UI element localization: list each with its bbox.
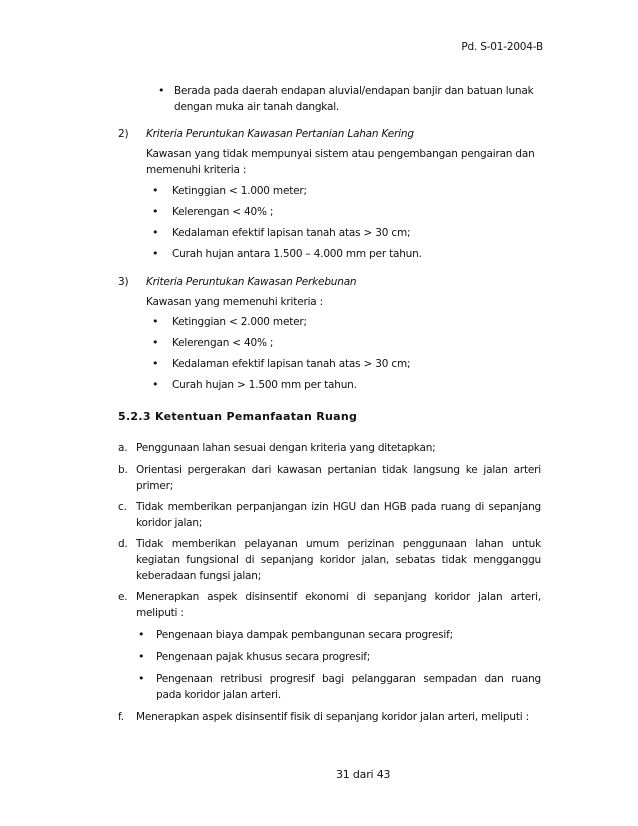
bullet-text: Berada pada daerah endapan aluvial/endapan banjir dan batuan lunak: [174, 85, 534, 97]
bullet-text-continued: dengan muka air tanah dangkal.: [174, 101, 340, 113]
list-item: Pengenaan pajak khusus secara progresif;: [156, 651, 371, 663]
bullet-icon: •: [152, 205, 159, 218]
list-label: e.: [118, 591, 128, 603]
bullet-icon: •: [152, 336, 159, 349]
list-item: Kedalaman efektif lapisan tanah atas > 30 cm;: [172, 358, 411, 370]
list-item: Kedalaman efektif lapisan tanah atas > 30 cm;: [172, 227, 411, 239]
bullet-icon: •: [138, 650, 145, 663]
list-item: Pengenaan biaya dampak pembangunan secara progresif;: [156, 629, 453, 641]
item-intro-continued: memenuhi kriteria :: [146, 164, 247, 176]
list-text: Tidak memberikan perpanjangan izin HGU dan HGB pada ruang di sepanjang: [136, 501, 541, 513]
item-title: Kriteria Peruntukan Kawasan Perkebunan: [146, 276, 357, 288]
list-text: Orientasi pergerakan dari kawasan pertanian tidak langsung ke jalan arteri: [136, 464, 541, 476]
bullet-icon: •: [152, 357, 159, 370]
list-text: Penggunaan lahan sesuai dengan kriteria yang ditetapkan;: [136, 442, 436, 454]
list-item: Curah hujan > 1.500 mm per tahun.: [172, 379, 357, 391]
list-text-continued: kegiatan fungsional di sepanjang koridor jalan, sebatas tidak mengganggu: [136, 554, 541, 566]
bullet-icon: •: [152, 184, 159, 197]
list-label: c.: [118, 501, 127, 513]
bullet-icon: •: [138, 672, 145, 685]
bullet-icon: •: [152, 378, 159, 391]
bullet-icon: •: [152, 226, 159, 239]
bullet-icon: •: [158, 84, 165, 97]
page-number: 31 dari 43: [336, 768, 391, 781]
section-heading: 5.2.3 Ketentuan Pemanfaatan Ruang: [118, 410, 358, 423]
list-item: Pengenaan retribusi progresif bagi pelanggaran sempadan dan ruang: [156, 673, 541, 685]
item-intro: Kawasan yang tidak mempunyai sistem atau pengembangan pengairan dan: [146, 148, 535, 160]
list-item: Ketinggian < 2.000 meter;: [172, 316, 307, 328]
list-text-continued: keberadaan fungsi jalan;: [136, 570, 262, 582]
list-item-continued: pada koridor jalan arteri.: [156, 689, 282, 701]
list-text: Tidak memberikan pelayanan umum perizinan penggunaan lahan untuk: [136, 538, 541, 550]
list-text-continued: primer;: [136, 480, 174, 492]
list-label: a.: [118, 442, 128, 454]
list-label: d.: [118, 538, 128, 550]
list-label: b.: [118, 464, 128, 476]
bullet-icon: •: [152, 247, 159, 260]
list-text: Menerapkan aspek disinsentif fisik di sepanjang koridor jalan arteri, meliputi :: [136, 711, 529, 723]
item-title: Kriteria Peruntukan Kawasan Pertanian Lahan Kering: [146, 128, 414, 140]
item-intro: Kawasan yang memenuhi kriteria :: [146, 296, 323, 308]
document-code: Pd. S-01-2004-B: [461, 41, 543, 53]
list-label: f.: [118, 711, 124, 723]
list-text: Menerapkan aspek disinsentif ekonomi di sepanjang koridor jalan arteri,: [136, 591, 541, 603]
list-text-continued: koridor jalan;: [136, 517, 203, 529]
item-number: 2): [118, 128, 129, 140]
list-text-continued: meliputi :: [136, 607, 184, 619]
list-item: Kelerengan < 40% ;: [172, 337, 274, 349]
list-item: Kelerengan < 40% ;: [172, 206, 274, 218]
list-item: Ketinggian < 1.000 meter;: [172, 185, 307, 197]
bullet-icon: •: [152, 315, 159, 328]
item-number: 3): [118, 276, 129, 288]
bullet-icon: •: [138, 628, 145, 641]
list-item: Curah hujan antara 1.500 – 4.000 mm per tahun.: [172, 248, 422, 260]
